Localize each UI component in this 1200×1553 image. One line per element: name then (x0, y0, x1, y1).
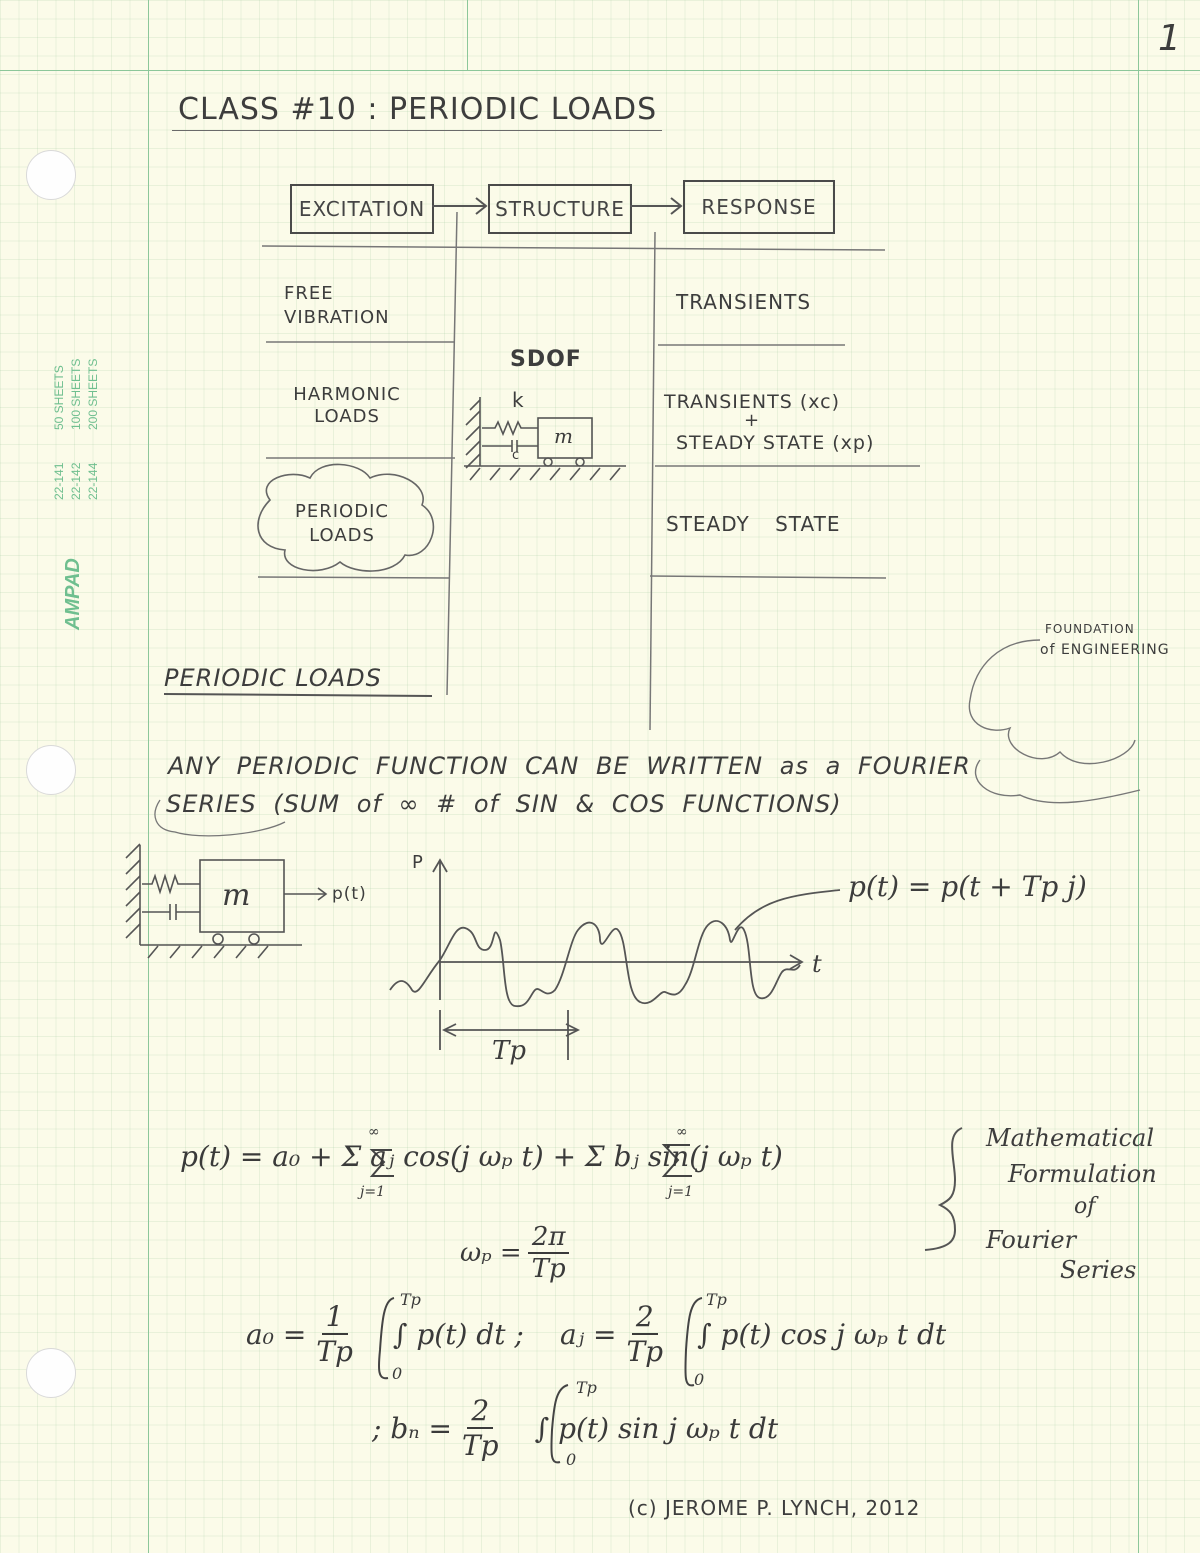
a0-formula (246, 1300, 524, 1368)
pad-logo: AMPAD (62, 558, 84, 630)
pad-code: 22-141 (52, 462, 66, 500)
bn-upper-limit: Tp (576, 1378, 597, 1397)
a0-denominator: Tp (316, 1335, 353, 1368)
diagram-mass-label: m (222, 878, 251, 913)
periodicity-relation: p(t) = p(t + Tp j) (848, 870, 1087, 903)
statement-line1 (168, 752, 971, 780)
foundation-note-line2: of ENGINEERING (1040, 642, 1170, 658)
pad-sheets: 200 SHEETS (86, 358, 100, 430)
a0-lower-limit: 0 (392, 1364, 403, 1383)
statement-sum: (SUM of ∞ # of SIN & COS FUNCTIONS) (273, 790, 842, 818)
foundation-note-line1: FOUNDATION (1045, 622, 1135, 636)
omega-numerator: 2π (528, 1222, 570, 1254)
response-transients: TRANSIENTS (676, 290, 812, 314)
response-steady-state: STEADY STATE (666, 512, 841, 536)
period-label: Tp (492, 1036, 526, 1066)
a0-integral: ∫ p(t) dt ; (392, 1317, 524, 1351)
pad-code: 22-142 (69, 462, 83, 500)
statement-fourier: FOURIER (857, 752, 971, 780)
omega-fraction (528, 1222, 570, 1284)
bn-integral: ∫ p(t) sin j ωₚ t dt (534, 1411, 779, 1445)
side-note-line1: Mathematical (986, 1124, 1154, 1152)
side-note-line3: of (1074, 1194, 1096, 1219)
side-note-line5: Series (1060, 1256, 1137, 1284)
a0-upper-limit: Tp (400, 1290, 421, 1309)
response-steady-state-xp: STEADY STATE (xp) (676, 432, 875, 454)
bn-lower-limit: 0 (566, 1450, 577, 1469)
structure-box: STRUCTURE (488, 184, 632, 234)
a0-lhs: a₀ = (246, 1317, 307, 1351)
excitation-harmonic: HARMONIC LOADS (293, 384, 401, 427)
pad-sheets: 50 SHEETS (52, 365, 66, 430)
page-number: 1 (1158, 18, 1182, 59)
omega-denominator: Tp (531, 1254, 566, 1284)
excitation-free-vibration: FREE VIBRATION (284, 283, 390, 328)
side-note-line2: Formulation (1008, 1160, 1157, 1188)
excitation-periodic: PERIODIC LOADS (295, 501, 389, 546)
a0-fraction (312, 1300, 357, 1368)
statement-line1-text: ANY PERIODIC FUNCTION CAN BE WRITTEN as a (168, 752, 842, 780)
side-note-line4: Fourier (986, 1226, 1077, 1254)
pad-code: 22-144 (86, 462, 100, 500)
a0-numerator: 1 (322, 1300, 348, 1335)
fourier-series-formula: p(t) = a₀ + Σ aⱼ cos(j ωₚ t) + Σ bⱼ sin(j ωₚ t) (180, 1140, 783, 1173)
aj-upper-limit: Tp (706, 1290, 727, 1309)
copyright: (c) JEROME P. LYNCH, 2012 (628, 1496, 921, 1520)
aj-numerator: 2 (632, 1300, 658, 1335)
aj-denominator: Tp (626, 1335, 664, 1368)
spring-k-label: k (512, 388, 525, 412)
axis-x-label: t (812, 950, 822, 978)
sdof-label: SDOF (510, 347, 582, 372)
omega-lhs: ωₚ = (460, 1238, 522, 1268)
statement-line2 (166, 790, 842, 818)
excitation-box: EXCITATION (290, 184, 434, 234)
omega-formula (460, 1222, 576, 1284)
sum-lower-limit: j=1 (668, 1184, 693, 1200)
sum-upper-limit: ∞ (368, 1124, 380, 1140)
bn-fraction (458, 1394, 503, 1462)
bn-numerator: 2 (467, 1394, 493, 1429)
aj-lhs: aⱼ = (560, 1317, 617, 1351)
aj-fraction (622, 1300, 667, 1368)
sum-upper-limit: ∞ (676, 1124, 688, 1140)
bn-lhs: ; bₙ = (372, 1411, 452, 1445)
response-transients-xc: TRANSIENTS (xc) (664, 391, 841, 413)
aj-formula (560, 1300, 946, 1368)
aj-lower-limit: 0 (694, 1370, 705, 1389)
axis-y-label: P (412, 852, 424, 873)
damper-c-label: c (512, 448, 521, 463)
page-title: CLASS #10 : PERIODIC LOADS (178, 92, 658, 127)
bn-denominator: Tp (461, 1429, 499, 1462)
sum-lower-limit: j=1 (360, 1184, 385, 1200)
aj-integral: ∫ p(t) cos j ωₚ t dt (697, 1317, 947, 1351)
section-heading: PERIODIC LOADS (164, 664, 382, 692)
force-label: p(t) (332, 884, 367, 904)
pad-sheets: 100 SHEETS (69, 358, 83, 430)
response-plus: + (744, 410, 761, 431)
statement-series: SERIES (166, 790, 257, 818)
mass-m-label: m (554, 424, 573, 448)
response-box: RESPONSE (683, 180, 835, 234)
